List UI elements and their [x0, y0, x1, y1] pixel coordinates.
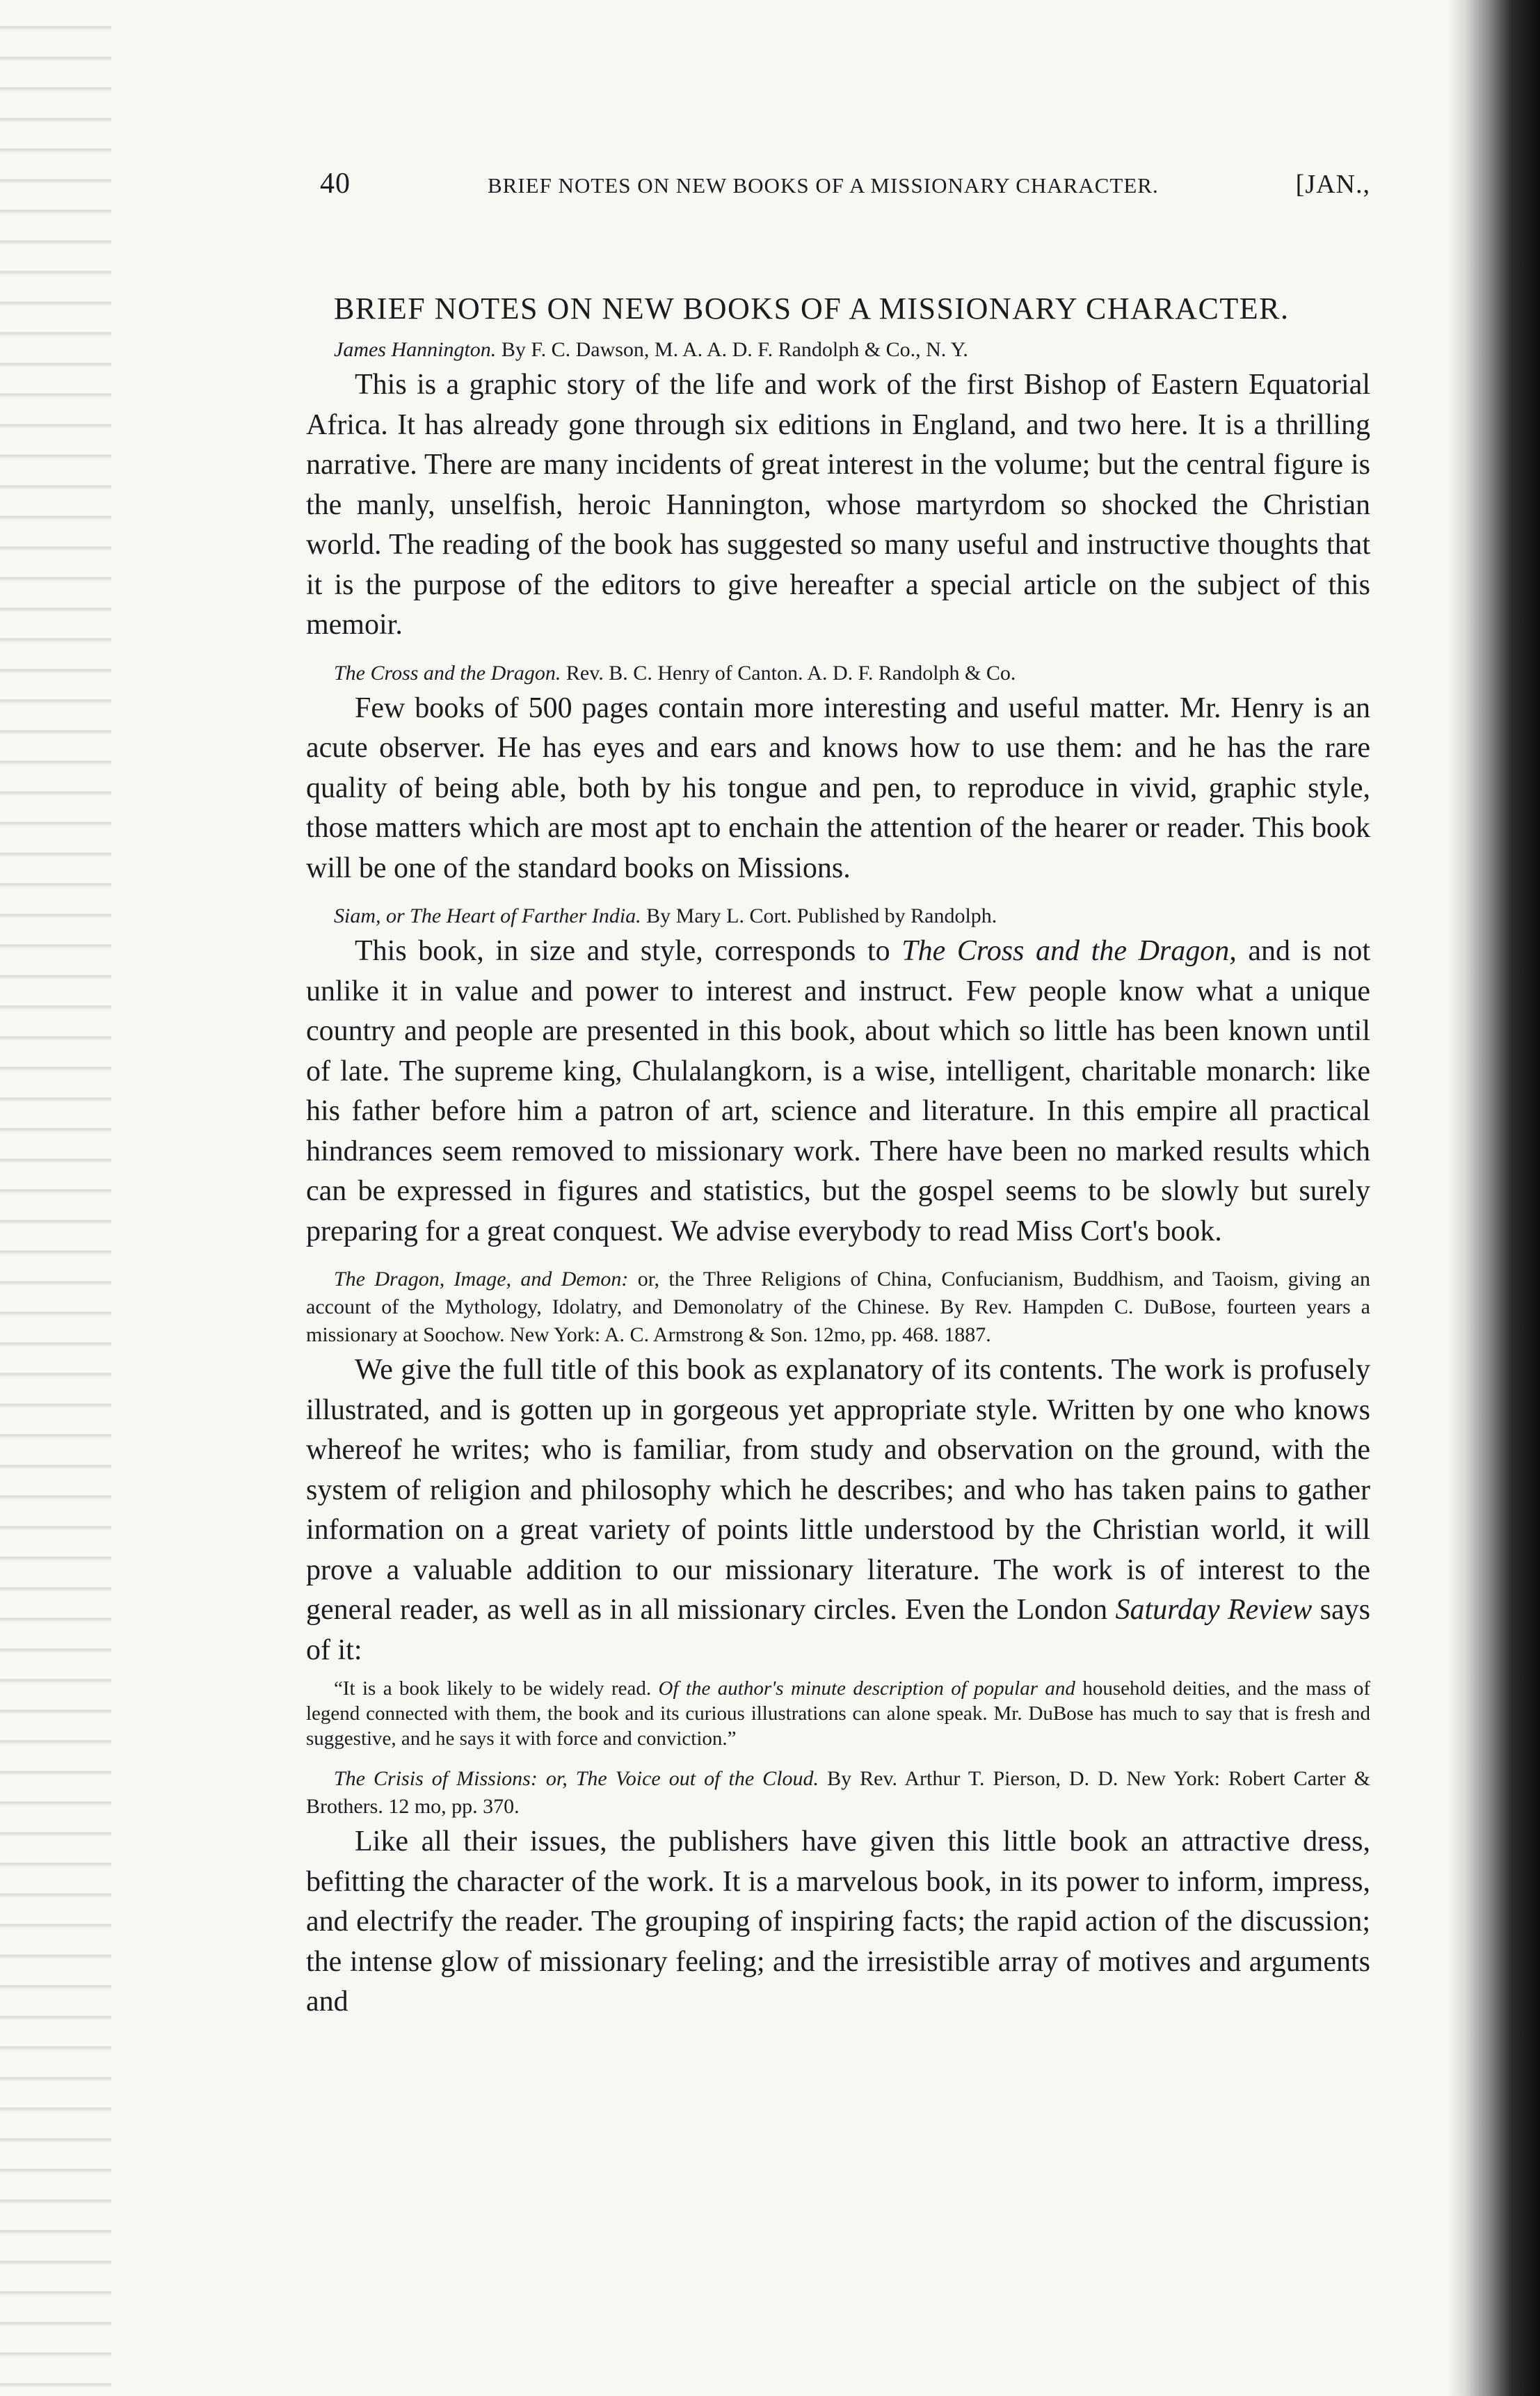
- review-entry-dragon-image-demon: [306, 1265, 1370, 1751]
- running-head-title: BRIEF NOTES ON NEW BOOKS OF A MISSIONARY CHARACTER.: [487, 173, 1159, 198]
- scan-left-margin-noise: [0, 0, 111, 2396]
- review-text-part: This book, in size and style, corresponds to: [355, 935, 902, 967]
- book-title: James Hannington.: [334, 338, 497, 361]
- book-meta: By Mary L. Cort. Published by Randolph.: [646, 904, 997, 927]
- page-number: 40: [320, 168, 351, 200]
- review-quotation: [306, 1676, 1370, 1751]
- article-title: BRIEF NOTES ON NEW BOOKS OF A MISSIONARY CHARACTER.: [334, 291, 1290, 326]
- entry-heading: [306, 660, 1370, 687]
- quote-part: household deities, and the mass of legend connected with them, the book and its curious illustrations can alone speak. Mr. DuBose has much to say that is fresh and suggestive, and he says it with force and conviction.”: [306, 1677, 1370, 1750]
- quote-italic-part: Of the author's minute description of popular and: [658, 1677, 1075, 1700]
- italic-book-title: The Cross and the Dragon,: [901, 935, 1237, 967]
- italic-periodical-title: Saturday Review: [1115, 1594, 1313, 1626]
- running-head-date: [JAN.,: [1295, 170, 1370, 199]
- entry-heading: [306, 336, 1370, 364]
- review-text: Like all their issues, the publishers have given this little book an attractive dress, befitting the character of the work. It is a marvelous book, in its power to inform, impress, and electrify the reader. The grouping of inspiring facts; the rapid action of the discussion; the intense glow of missionary feeling; and the irresistible array of motives and arguments and: [306, 1826, 1370, 2018]
- review-text-part: We give the full title of this book as explanatory of its contents. The work is profusely illustrated, and is gotten up in gorgeous yet appropriate style. Written by one who knows whereof he writes; who is familiar, from study and observation on the ground, with the system of religion and philosophy which he describes; and who has taken pains to gather information on a great variety of points little understood by the Christian world, it will prove a valuable addition to our missionary literature. The work is of interest to the general reader, as well as in all missionary circles. Even the London: [306, 1354, 1370, 1626]
- book-meta: By Rev. Arthur T. Pierson, D. D. New York: Robert Carter & Brothers. 12 mo, pp. 370.: [306, 1767, 1371, 1818]
- scan-right-edge-shadow: [1447, 0, 1540, 2396]
- entry-heading: [306, 902, 1370, 930]
- book-meta: Rev. B. C. Henry of Canton. A. D. F. Randolph & Co.: [566, 661, 1016, 685]
- review-entry-crisis-of-missions: [306, 1765, 1370, 2022]
- review-text: This is a graphic story of the life and work of the first Bishop of Eastern Equatorial Africa. It has already gone through six editions in England, and two here. It is a thrilling narrative. There are many incidents of great interest in the volume; but the central figure is the manly, unselfish, heroic Hannington, whose martyrdom so shocked the Christian world. The reading of the book has suggested so many useful and instructive thoughts that it is the purpose of the editors to give hereafter a special article on the subject of this memoir.: [306, 369, 1370, 641]
- review-text: Few books of 500 pages contain more interesting and useful matter. Mr. Henry is an acute observer. He has eyes and ears and knows how to use them: and he has the rare quality of being able, both by his tongue and pen, to reproduce in vivid, graphic style, those matters which are most apt to enchain the attention of the hearer or reader. This book will be one of the standard books on Missions.: [306, 692, 1370, 884]
- quote-part: “It is a book likely to be widely read.: [334, 1677, 659, 1700]
- book-title: The Cross and the Dragon.: [334, 661, 561, 685]
- review-text: [306, 1350, 1370, 1670]
- book-meta: By F. C. Dawson, M. A. A. D. F. Randolph & Co., N. Y.: [501, 338, 968, 361]
- book-page: [306, 167, 1370, 2022]
- review-entry-hannington: [306, 336, 1370, 646]
- review-text: [306, 932, 1370, 1252]
- review-entry-siam: [306, 902, 1370, 1252]
- running-head: [320, 167, 1370, 200]
- book-title: The Crisis of Missions: or, The Voice out of the Cloud.: [334, 1767, 819, 1790]
- review-entry-cross-and-dragon: [306, 660, 1370, 889]
- entry-heading: [306, 1765, 1370, 1821]
- book-title: The Dragon, Image, and Demon:: [334, 1268, 629, 1291]
- review-text-part: and is not unlike it in value and power to interest and instruct. Few people know what a unique country and people are presented in this book, about which so little has been known until of late. The supreme king, Chulalangkorn, is a wise, intelligent, charitable monarch: like his father before him a patron of art, science and literature. In this empire all practical hindrances seem removed to missionary work. There have been no marked results which can be expressed in figures and statistics, but the gospel seems to be slowly but surely preparing for a great conquest. We advise everybody to read Miss Cort's book.: [306, 935, 1370, 1247]
- entry-heading: [306, 1265, 1370, 1349]
- book-meta: or, the Three Religions of China, Confucianism, Buddhism, and Taoism, giving an account of the Mythology, Idolatry, and Demonolatry of the Chinese. By Rev. Hampden C. DuBose, fourteen years a missionary at Soochow. New York: A. C. Armstrong & Son. 12mo, pp. 468. 1887.: [306, 1268, 1370, 1346]
- review-text-part: says of it:: [306, 1594, 1370, 1666]
- book-title: Siam, or The Heart of Farther India.: [334, 904, 641, 927]
